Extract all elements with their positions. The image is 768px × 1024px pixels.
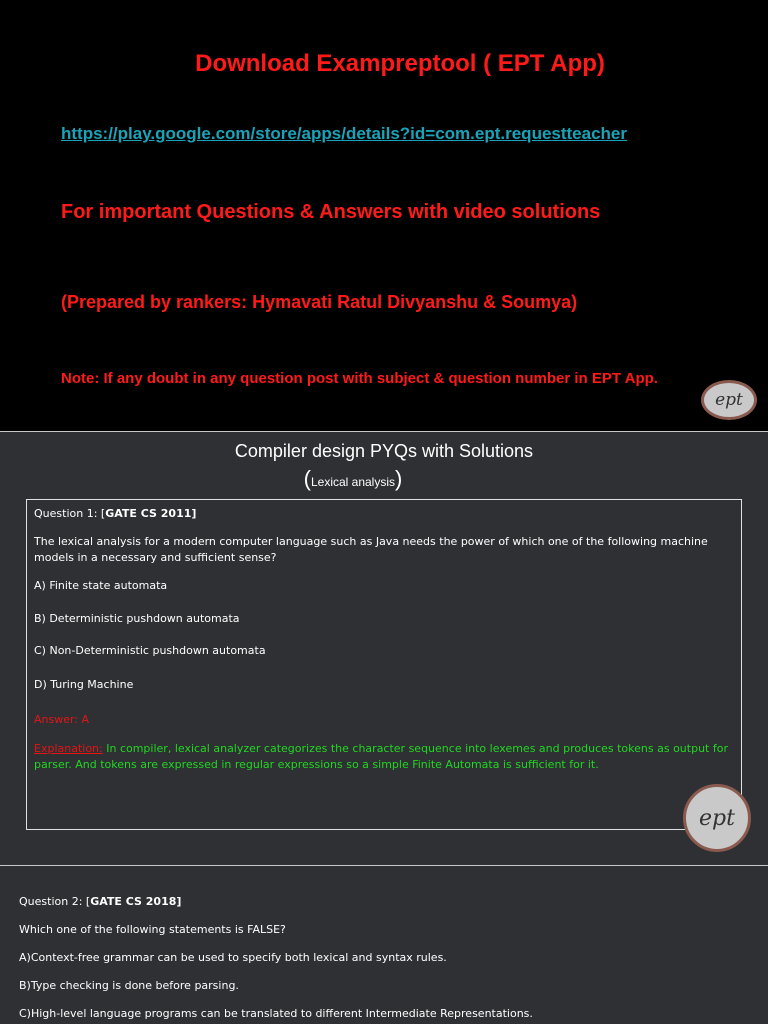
- app-store-link[interactable]: https://play.google.com/store/apps/details?id=com.ept.requestteacher: [61, 124, 628, 143]
- paren-close: ): [395, 466, 403, 491]
- slide-divider: [0, 431, 768, 432]
- answer-text: Answer: A: [34, 713, 90, 726]
- slide-divider: [0, 865, 768, 866]
- option-c: C) Non-Deterministic pushdown automata: [34, 644, 266, 657]
- prepared-by-text: (Prepared by rankers: Hymavati Ratul Divyanshu & Soumya): [61, 292, 578, 312]
- slide-title: Compiler design PYQs with Solutions: [234, 441, 534, 461]
- promo-title: Download Exampreptool ( EPT App): [195, 50, 605, 77]
- question-prefix: Question 1: [: [34, 507, 106, 520]
- question-1-box: [26, 499, 742, 830]
- option-b: B) Deterministic pushdown automata: [34, 612, 240, 625]
- exam-tag: GATE CS 2018]: [90, 895, 182, 908]
- option-c: C)High-level language programs can be translated to different Intermediate Representations.: [19, 1007, 533, 1020]
- question-2-header: [19, 894, 181, 910]
- option-a: A) Finite state automata: [34, 579, 168, 592]
- promo-subtitle: For important Questions & Answers with video solutions: [61, 201, 601, 223]
- note-text: Note: If any doubt in any question post with subject & question number in EPT App.: [61, 370, 658, 387]
- explanation: [34, 741, 736, 773]
- exam-tag: GATE CS 2011]: [105, 507, 197, 520]
- question-prefix: Question 2: [: [19, 895, 91, 908]
- option-d: D) Turing Machine: [34, 678, 134, 691]
- question-1-header: [34, 506, 196, 522]
- topic-label: Lexical analysis: [310, 475, 396, 489]
- paren-open: (: [303, 466, 311, 491]
- promo-slide: [0, 0, 768, 431]
- explanation-label: Explanation:: [34, 742, 103, 755]
- explanation-text: In compiler, lexical analyzer categorizes the character sequence into lexemes and produces tokens as output for parser. And tokens are expressed in regular expressions so a simple Finite Automata is sufficient for it.: [34, 742, 728, 771]
- ept-logo: ept: [701, 380, 757, 420]
- option-a: A)Context-free grammar can be used to specify both lexical and syntax rules.: [19, 951, 447, 964]
- question-2-text: Which one of the following statements is FALSE?: [19, 923, 286, 936]
- ept-logo: ept: [683, 784, 751, 852]
- slide-subtitle: [0, 466, 706, 492]
- question-1-text: The lexical analysis for a modern computer language such as Java needs the power of which one of the following machine models in a necessary and sufficient sense?: [34, 535, 708, 564]
- option-b: B)Type checking is done before parsing.: [19, 979, 239, 992]
